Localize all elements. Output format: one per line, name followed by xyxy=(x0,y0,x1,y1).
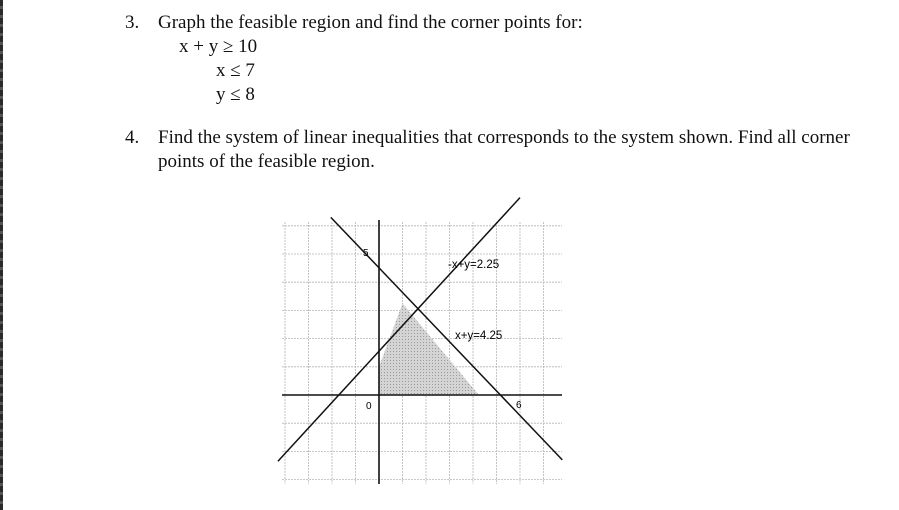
line-a-label: -x+y=2.25 xyxy=(448,259,500,271)
inequality-2: x ≤ 7 xyxy=(216,60,255,81)
problem-4-number: 4. xyxy=(125,127,140,148)
feasible-region-shading xyxy=(379,303,479,395)
problem-3-text: Graph the feasible region and find the corner points for: xyxy=(158,12,583,33)
problem-4-text-line1: Find the system of linear inequalities that corresponds to the system shown. Find all corner xyxy=(158,127,850,148)
problem-3-number: 3. xyxy=(125,12,140,33)
inequality-3: y ≤ 8 xyxy=(216,84,255,105)
inequality-1: x + y ≥ 10 xyxy=(179,36,258,57)
origin-label: 0 xyxy=(366,401,372,412)
y-tick-label-5: 5 xyxy=(363,248,369,259)
problem-4-text-line2: points of the feasible region. xyxy=(158,151,375,172)
x-tick-label-6: 6 xyxy=(516,400,522,411)
line-b-label: x+y=4.25 xyxy=(455,330,503,342)
